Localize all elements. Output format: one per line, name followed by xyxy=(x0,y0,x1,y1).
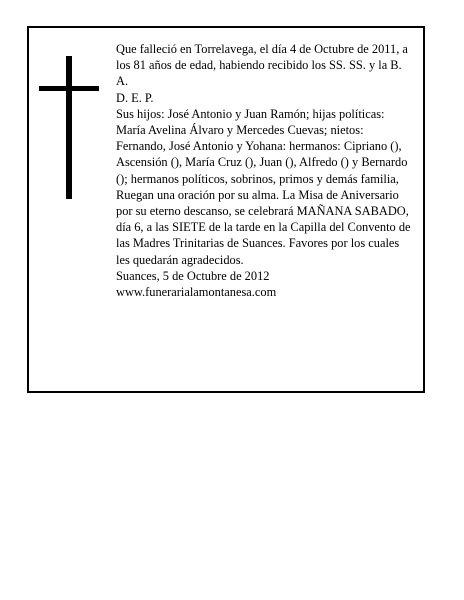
cross-icon xyxy=(39,56,99,199)
obituary-notice xyxy=(27,26,425,393)
cross-vertical-bar xyxy=(66,56,72,199)
mass-announcement: Ruegan una oración por su alma. La Misa de Aniversario por su eterno descanso, se celebrará MAÑANA SABADO, día 6, a las SIETE de la tarde en la Capilla del Convento de las Madres Trinitarias de Suances. Favores por los cuales les quedarán agradecidos. xyxy=(116,187,411,267)
cross-horizontal-bar xyxy=(39,86,99,91)
death-statement: Que falleció en Torrelavega, el día 4 de Octubre de 2011, a los 81 años de edad, habiendo recibido los SS. SS. y la B. A. xyxy=(116,42,408,89)
place-date: Suances, 5 de Octubre de 2012 xyxy=(116,268,270,283)
family-list: Sus hijos: José Antonio y Juan Ramón; hijas políticas: María Avelina Álvaro y Mercedes Cuevas; nietos: Fernando, José Antonio y Yohana: hermanos: Cipriano (), Ascensión (), María Cruz (), Juan (), Alfredo () y Bernardo (); hermanos políticos, sobrinos, primos y demás familia, xyxy=(116,106,408,186)
funeral-home-website: www.funerarialamontanesa.com xyxy=(116,285,277,300)
rest-in-peace: D. E. P. xyxy=(116,90,154,105)
notice-text xyxy=(116,41,416,300)
